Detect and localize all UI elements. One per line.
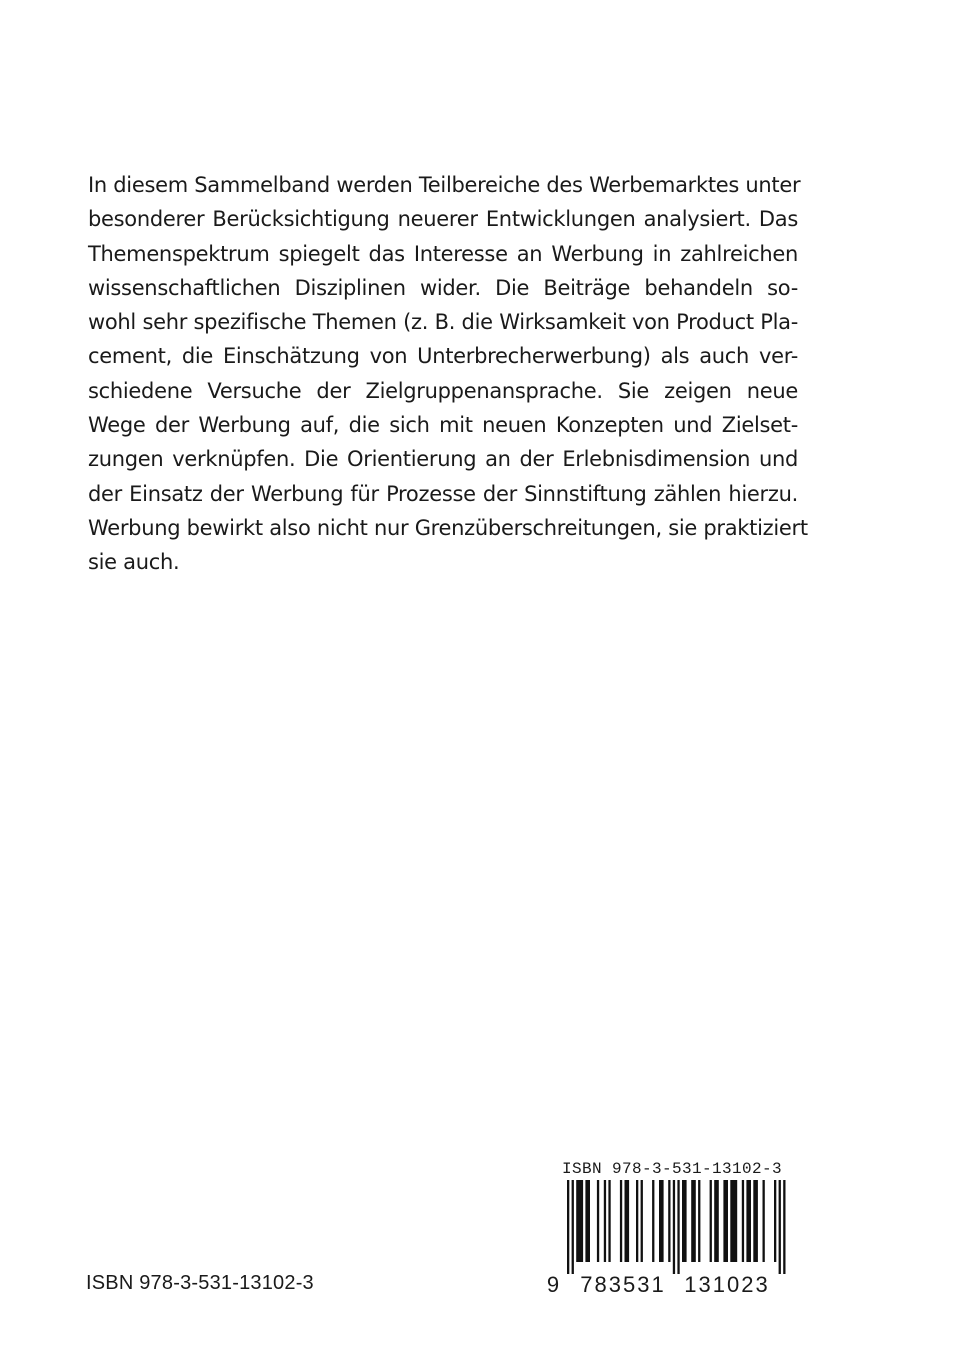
barcode-guard-bar <box>677 1180 679 1274</box>
barcode-bar <box>714 1180 719 1262</box>
barcode-guard-bar <box>673 1180 675 1274</box>
isbn-barcode <box>547 1160 797 1295</box>
blurb-line: Werbung bewirkt also nicht nur Grenzüberschreitungen, sie praktiziert <box>88 515 808 540</box>
back-cover-blurb <box>88 168 808 580</box>
barcode-guard-bar <box>783 1180 785 1274</box>
barcode-bar <box>723 1180 728 1262</box>
barcode-bar <box>597 1180 599 1262</box>
barcode-bar <box>585 1180 590 1262</box>
barcode-bar <box>710 1180 712 1262</box>
barcode-bar <box>604 1180 606 1262</box>
blurb-line: In diesem Sammelband werden Teilbereiche des Werbemarktes unter <box>88 173 801 197</box>
barcode-bar <box>659 1180 664 1262</box>
barcode-guard-bar <box>572 1180 574 1274</box>
barcode-bar <box>608 1180 610 1262</box>
barcode-graphic <box>547 1180 797 1295</box>
barcode-bar <box>698 1180 700 1262</box>
blurb-line: der Einsatz der Werbung für Prozesse der Sinnstiftung zählen hierzu. <box>88 481 798 506</box>
barcode-bar <box>753 1180 758 1262</box>
barcode-bar <box>576 1180 583 1262</box>
barcode-isbn-header: ISBN 978-3-531-13102-3 <box>561 1160 783 1178</box>
barcode-bar <box>620 1180 622 1262</box>
blurb-line: Themenspektrum spiegelt das Interesse an Werbung in zahlreichen <box>88 241 798 266</box>
blurb-line: wohl sehr spezifische Themen (z. B. die Wirksamkeit von Product Pla- <box>88 310 798 335</box>
barcode-bar <box>652 1180 654 1262</box>
blurb-line: sie auch. <box>88 550 180 575</box>
blurb-line: besonderer Berücksichtigung neuerer Entwicklungen analysiert. Das <box>88 207 798 232</box>
blurb-line: wissenschaftlichen Disziplinen wider. Die Beiträge behandeln so- <box>88 275 798 300</box>
barcode-digits-left: 783531 <box>580 1272 666 1295</box>
barcode-bar <box>691 1180 696 1262</box>
barcode-guard-bar <box>779 1180 781 1274</box>
blurb-line: schiedene Versuche der Zielgruppenansprache. Sie zeigen neue <box>88 378 798 403</box>
barcode-bar <box>774 1180 776 1262</box>
barcode-bar <box>636 1180 638 1262</box>
barcode-bars <box>567 1180 786 1274</box>
blurb-line: zungen verknüpfen. Die Orientierung an der Erlebnisdimension und <box>88 447 798 472</box>
barcode-bar <box>742 1180 744 1262</box>
barcode-bar <box>641 1180 643 1262</box>
barcode-bar <box>730 1180 737 1262</box>
blurb-line: Wege der Werbung auf, die sich mit neuen Konzepten und Zielset- <box>88 413 798 438</box>
isbn-label: ISBN 978-3-531-13102-3 <box>86 1272 314 1294</box>
barcode-guard-bar <box>567 1180 569 1274</box>
barcode-bar <box>682 1180 687 1262</box>
barcode-bar <box>763 1180 765 1262</box>
barcode-digits-right: 131023 <box>684 1272 770 1295</box>
barcode-bar <box>746 1180 751 1262</box>
barcode-digit-lead: 9 <box>547 1272 560 1295</box>
blurb-line: cement, die Einschätzung von Unterbrecherwerbung) als auch ver- <box>88 344 798 369</box>
barcode-bar <box>625 1180 630 1262</box>
barcode-bar <box>668 1180 670 1262</box>
